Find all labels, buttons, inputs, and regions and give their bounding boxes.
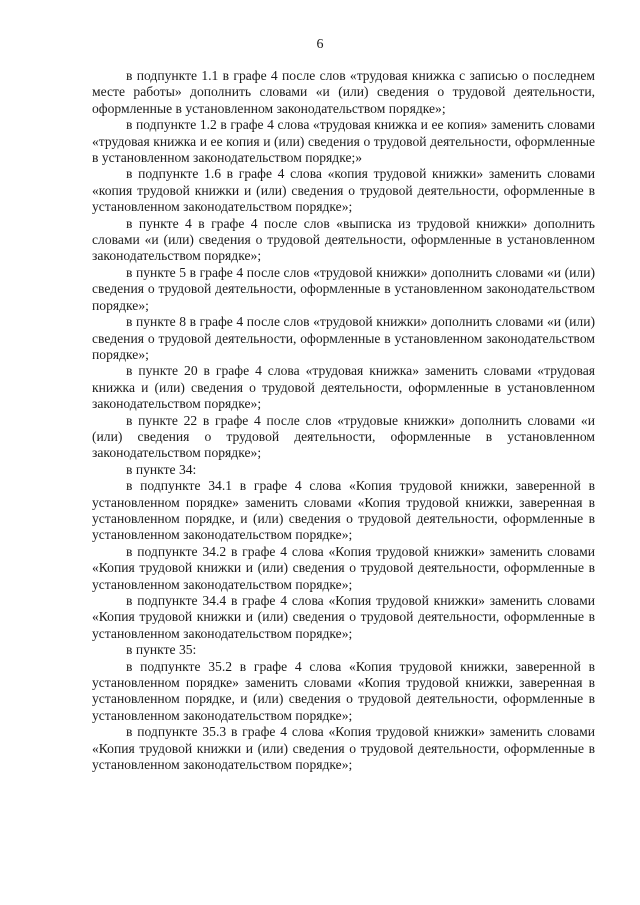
paragraph-6: в пункте 8 в графе 4 после слов «трудовой книжки» дополнить словами «и (или) сведения о трудовой деятельности, оформленные в установленном законодательством порядке»;: [92, 314, 595, 362]
paragraph-14: в подпункте 35.2 в графе 4 слова «Копия трудовой книжки, заверенной в установленном порядке» заменить словами «Копия трудовой книжки, заверенная в установленном порядке, и (или) сведения о трудовой деятельности, оформленные в установленном законодательством порядке»;: [92, 658, 595, 723]
paragraph-8: в пункте 22 в графе 4 после слов «трудовые книжки» дополнить словами «и (или) сведения о трудовой деятельности, оформленные в установленном законодательством порядке»;: [92, 412, 595, 461]
paragraph-11: в подпункте 34.2 в графе 4 слова «Копия трудовой книжки» заменить словами «Копия трудовой книжки и (или) сведения о трудовой деятельности, оформленные в установленном законодательством порядке»;: [92, 543, 595, 592]
paragraph-4: в пункте 4 в графе 4 после слов «выписка из трудовой книжки» дополнить словами «и (или) сведения о трудовой деятельности, оформленные в установленном законодательством порядке»;: [92, 215, 595, 264]
paragraph-2: в подпункте 1.2 в графе 4 слова «трудовая книжка и ее копия» заменить словами «трудовая книжка и ее копия и (или) сведения о трудовой деятельности, оформленные в установленном законодательством порядке;»: [92, 117, 595, 166]
paragraph-12: в подпункте 34.4 в графе 4 слова «Копия трудовой книжки» заменить словами «Копия трудовой книжки и (или) сведения о трудовой деятельности, оформленные в установленном законодательством порядке»;: [92, 593, 595, 641]
page-number: 6: [316, 37, 324, 52]
document-body: [92, 68, 595, 773]
paragraph-1: в подпункте 1.1 в графе 4 после слов «трудовая книжка с записью о последнем месте работы» дополнить словами «и (или) сведения о трудовой деятельности, оформленные в установленном законодательством порядке»;: [92, 68, 595, 116]
paragraph-15: в подпункте 35.3 в графе 4 слова «Копия трудовой книжки» заменить словами «Копия трудовой книжки и (или) сведения о трудовой деятельности, оформленные в установленном законодательством порядке»;: [92, 724, 595, 773]
paragraph-7: в пункте 20 в графе 4 слова «трудовая книжка» заменить словами «трудовая книжка и (или) сведения о трудовой деятельности, оформленные в установленном законодательством порядке»;: [92, 363, 595, 412]
paragraph-5: в пункте 5 в графе 4 после слов «трудовой книжки» дополнить словами «и (или) сведения о трудовой деятельности, оформленные в установленном законодательством порядке»;: [92, 264, 595, 313]
paragraph-9: в пункте 34:: [126, 461, 197, 477]
paragraph-3: в подпункте 1.6 в графе 4 слова «копия трудовой книжки» заменить словами «копия трудовой книжки и (или) сведения о трудовой деятельности, оформленные в установленном законодательством порядке»;: [92, 166, 595, 215]
paragraph-10: в подпункте 34.1 в графе 4 слова «Копия трудовой книжки, заверенной в установленном порядке» заменить словами «Копия трудовой книжки, заверенная в установленном порядке, и (или) сведения о трудовой деятельности, оформленные в установленном законодательством порядке»;: [92, 478, 595, 543]
paragraph-13: в пункте 35:: [126, 642, 197, 658]
